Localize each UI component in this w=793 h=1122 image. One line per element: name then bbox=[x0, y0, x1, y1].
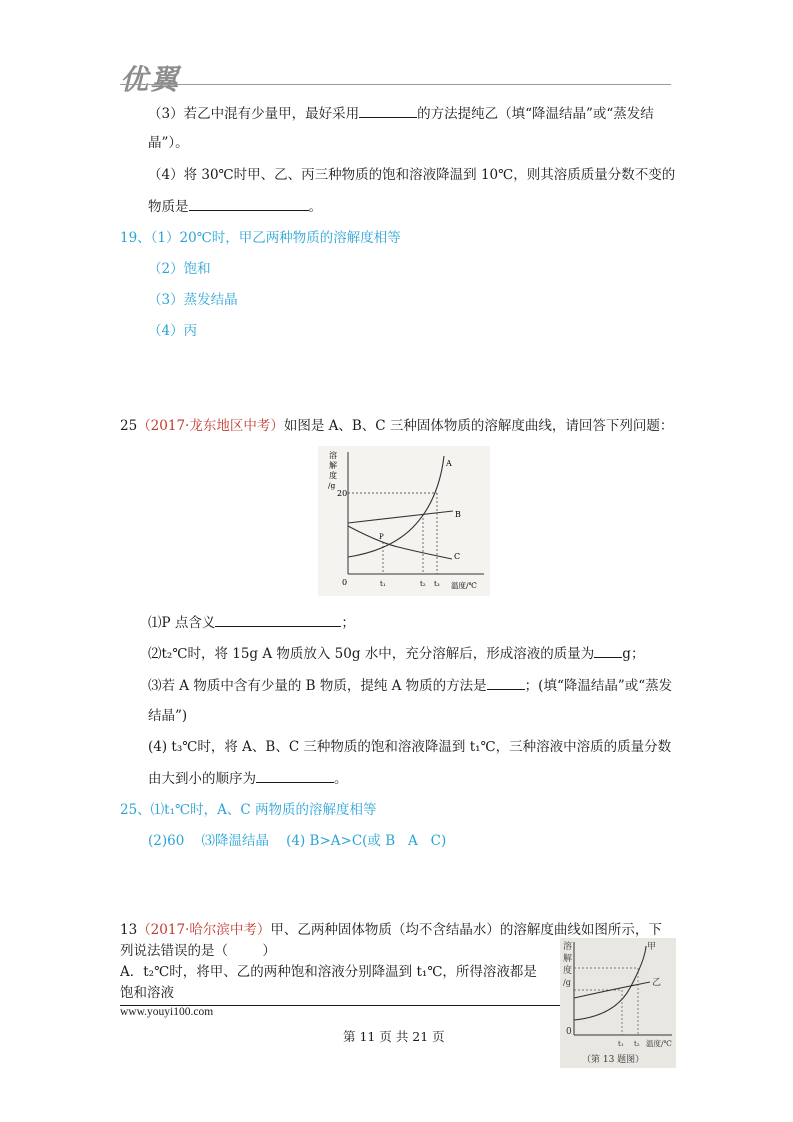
text-segment: 物质是 bbox=[148, 199, 189, 215]
text-segment: ；(填“降温结晶”或“蒸发 bbox=[524, 678, 673, 694]
answer-19-line2: （2）饱和 bbox=[148, 261, 211, 277]
q25-part4-line1: (4) t₃℃时，将 A、B、C 三种物质的饱和溶液降温到 t₁℃，三种溶液中溶质的质量分数 bbox=[148, 739, 672, 755]
curve-label-c: C bbox=[454, 552, 461, 561]
logo: 优翼 bbox=[120, 63, 181, 96]
q-prev-part4-line1: （4）将 30℃时甲、乙、丙三种物质的饱和溶液降温到 10℃，则其溶质质量分数不变的 bbox=[148, 167, 676, 183]
question-source: （2017·龙东地区中考） bbox=[137, 418, 284, 434]
answer-19-line3: （3）蒸发结晶 bbox=[148, 292, 238, 308]
q13-stem-line2: 列说法错误的是（ ） bbox=[120, 943, 276, 959]
text-segment: ； bbox=[341, 615, 355, 631]
question-source: （2017·哈尔滨中考） bbox=[137, 922, 271, 938]
answer-25-line2: (2)60 ⑶降温结晶 (4) B>A>C(或 B A C) bbox=[148, 833, 447, 849]
text-segment: 。 bbox=[308, 199, 322, 215]
question-stem: 甲、乙两种固体物质（均不含结晶水）的溶解度曲线如图所示，下 bbox=[270, 922, 662, 938]
q13-stem-line1 bbox=[120, 920, 662, 940]
y-axis-label-char: 度 bbox=[329, 471, 337, 480]
header-rule bbox=[120, 84, 671, 85]
y-axis-label-char: 解 bbox=[563, 954, 573, 964]
curve-label-jia: 甲 bbox=[647, 942, 657, 952]
q13-option-a-line1: A．t₂℃时，将甲、乙的两种饱和溶液分别降温到 t₁℃，所得溶液都是 bbox=[120, 964, 537, 980]
y-axis-label-char: 溶 bbox=[329, 451, 337, 460]
q-prev-part4-line2 bbox=[148, 196, 322, 217]
origin-label: 0 bbox=[566, 1027, 572, 1037]
text-segment: （3）若乙中混有少量甲，最好采用 bbox=[148, 106, 360, 122]
answer-blank bbox=[256, 768, 334, 783]
x-tick-t1: t₁ bbox=[380, 580, 386, 588]
q-prev-part3-line1 bbox=[148, 103, 654, 124]
solubility-chart-25 bbox=[318, 446, 490, 596]
q25-part2 bbox=[148, 643, 644, 664]
q25-part3-line1 bbox=[148, 675, 672, 696]
text-segment: ⑴P 点含义 bbox=[148, 615, 216, 631]
curve-label-yi: 乙 bbox=[652, 978, 662, 988]
footer-url: www.youyi100.com bbox=[120, 1006, 214, 1018]
text-segment: 的方法提纯乙（填“降温结晶”或“蒸发结 bbox=[417, 106, 654, 122]
q25-stem bbox=[120, 416, 673, 436]
answer-19-line1: 19、（1）20℃时，甲乙两种物质的溶解度相等 bbox=[120, 230, 401, 246]
x-tick-t1: t₁ bbox=[618, 1040, 624, 1048]
origin-label: 0 bbox=[342, 578, 348, 587]
x-axis-label: 温度/℃ bbox=[646, 1039, 672, 1048]
page-number: 第 11 页 共 21 页 bbox=[343, 1029, 445, 1044]
q25-part4-line2 bbox=[148, 768, 348, 789]
answer-blank bbox=[487, 675, 525, 690]
y-axis-label-char: /g bbox=[328, 481, 336, 490]
x-tick-t2: t₂ bbox=[634, 1040, 640, 1048]
y-axis-label-char: /g bbox=[563, 978, 571, 987]
answer-blank bbox=[189, 196, 309, 211]
text-segment: 由大到小的顺序为 bbox=[148, 771, 256, 787]
q13-option-a-line2: 饱和溶液 bbox=[120, 985, 174, 1001]
x-tick-t3: t₃ bbox=[434, 580, 440, 588]
y-axis-label-char: 溶 bbox=[563, 942, 573, 952]
text-segment: 。 bbox=[334, 771, 348, 787]
curve-label-a: A bbox=[446, 459, 452, 468]
answer-blank bbox=[215, 612, 341, 627]
question-stem: 如图是 A、B、C 三种固体物质的溶解度曲线，请回答下列问题： bbox=[283, 418, 674, 434]
y-axis-label-char: 度 bbox=[563, 966, 573, 976]
q25-part1 bbox=[148, 612, 355, 633]
x-tick-t2: t₂ bbox=[420, 580, 426, 588]
figure-caption: （第 13 题图） bbox=[582, 1055, 645, 1065]
text-segment: ⑶若 A 物质中含有少量的 B 物质，提纯 A 物质的方法是 bbox=[148, 678, 487, 694]
q-prev-part3-line2: 晶”）。 bbox=[148, 135, 189, 151]
q25-part3-line2: 结晶”) bbox=[148, 708, 188, 724]
text-segment: ⑵t₂℃时，将 15g A 物质放入 50g 水中，充分溶解后，形成溶液的质量为 bbox=[148, 646, 595, 662]
y-tick-20: 20 bbox=[337, 489, 348, 498]
solubility-chart-13 bbox=[560, 938, 676, 1068]
answer-blank bbox=[359, 103, 417, 118]
question-number: 13 bbox=[120, 922, 138, 938]
answer-19-line4: （4）丙 bbox=[148, 323, 198, 339]
y-axis-label-char: 解 bbox=[329, 461, 337, 470]
question-number: 25 bbox=[120, 418, 138, 434]
point-label-p: P bbox=[379, 533, 384, 541]
x-axis-label: 温度/℃ bbox=[451, 581, 477, 590]
answer-blank bbox=[594, 643, 622, 658]
text-segment: g； bbox=[622, 646, 645, 662]
answer-25-line1: 25、⑴t₁℃时，A、C 两物质的溶解度相等 bbox=[120, 802, 377, 818]
curve-label-b: B bbox=[455, 510, 461, 519]
